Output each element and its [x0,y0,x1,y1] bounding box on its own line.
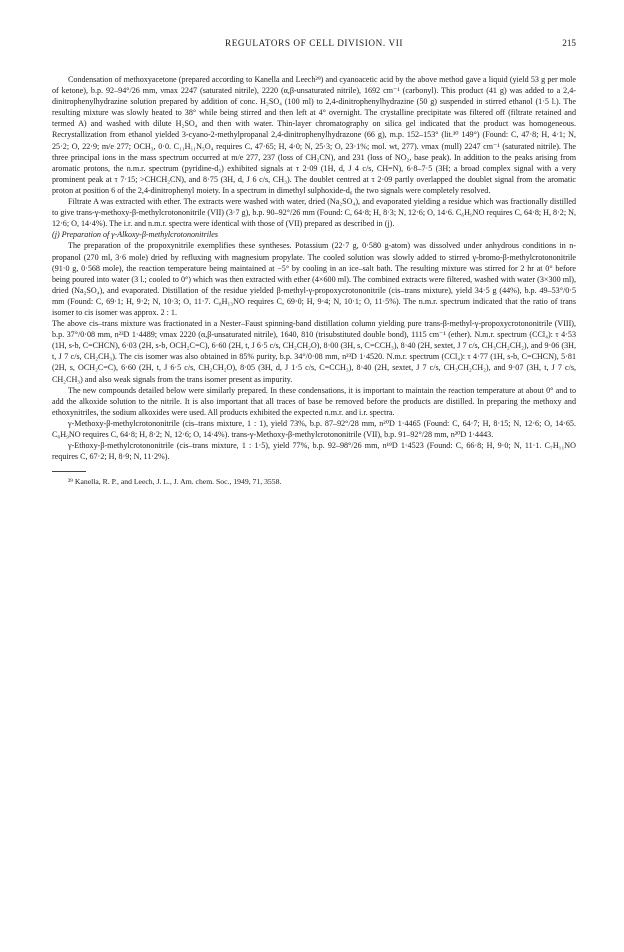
body-text [52,74,576,462]
paragraph: γ-Methoxy-β-methylcrotononitrile (cis–trans mixture, 1 : 1), yield 73%, b.p. 87–92°/28 mm, n²⁰D 1·4465 (Found: C, 64·7; H, 8·15; N, 12·6; O, 14·65. C₆H₉NO requires C, 64·8; H, 8·2; N, 12·6; O, 14·4%). trans-γ-Methoxy-β-methylcrotononitrile (VII), b.p. 91–92°/28 mm, n²⁰D 1·4443. [52,418,576,439]
running-header [52,38,576,52]
section-heading: (j) Preparation of γ-Alkoxy-β-methylcrotononitriles [52,230,218,240]
paragraph: Filtrate A was extracted with ether. The extracts were washed with water, dried (Na₂SO₄), and evaporated yielding a residue which was fractionally distilled to give trans-γ-methoxy-β-methylcrotononitrile (VII) (3·7 g), b.p. 90–92°/26 mm (Found: C, 64·8; H, 8·3; N, 12·6; O, 14·6. C₆H₉NO requires C, 64·8; H, 8·2; N, 12·6; O, 14·4%). The i.r. and n.m.r. spectra were identical with those of (VII) prepared as described in (j). [52,197,576,229]
paragraph: Condensation of methoxyacetone (prepared according to Kanella and Leech²⁹) and cyanoacetic acid by the above method gave a liquid (yield 53 g per mole of ketone), b.p. 92–94°/26 mm, νmax 2247 (saturated nitrile), 2220 (α,β-unsaturated nitrile), 1692 cm⁻¹ (carbonyl). This product (41 g) was added to a 2,4-dinitrophenylhydrazine solution prepared by addition of conc. H₂SO₄ (100 ml) to 2,4-dinitrophenylhydrazine (50 g) suspended in stirred ethanol (1·5 l.). The resulting mixture was slowly heated to 38° while being stirred and then left at 4° overnight. The crystalline precipitate was filtered off (filtrate retained and termed A) and washed with dilute H₂SO₄ and then with water. Thin-layer chromatography on silica gel indicated that the product was homogeneous. Recrystallization from ethanol yielded 3-cyano-2-methylpropanal 2,4-dinitrophenylhydrazone (66 g), m.p. 152–153° (lit.³⁰ 149°) (Found: C, 47·8; H, 4·1; N, 25·2; O, 22·9; m/e 277; OCH₃, 0·0. C₁₁H₁₁N₅O₄ requires C, 47·65; H, 4·0; N, 25·3; O, 23·1%; mol. wt, 277). νmax (mull) 2247 cm⁻¹ (saturated nitrile). The three principal ions in the mass spectrum occurred at m/e 277, 237 (loss of CH₂CN), and 231 (loss of NO₂, base peak). In addition to the peaks arising from aromatic protons, the n.m.r. spectrum (pyridine-d₅) exhibited signals at τ 2·09 (1H, d, J 4 c/s, CH=N), 6·8–7·5 (3H; a broad complex signal with a very prominent peak at τ 7·15; >CHCH₂CN), and 8·75 (3H, d, J 6 c/s, CH₃). The doublet centred at τ 2·09 partly overlapped the doublet signal from the aromatic proton at position 6 of the 2,4-dinitrophenyl moiety. In a spectrum in dimethyl sulphoxide-d₆ the two signals were completely resolved. [52,75,576,195]
footnote-divider [52,471,86,472]
paragraph: γ-Ethoxy-β-methylcrotononitrile (cis–trans mixture, 1 : 1·5), yield 77%, b.p. 92–98°/26 mm, n¹⁹D 1·4523 (Found: C, 66·8; H, 9·0; N, 11·1. C₇H₁₁NO requires C, 67·2; H, 8·9; N, 11·2%). [52,441,576,462]
running-title: REGULATORS OF CELL DIVISION. VII [224,38,404,48]
footnote: ²⁹ Kanella, R. P., and Leech, J. L., J. Am. chem. Soc., 1949, 71, 3558. [68,477,282,487]
paragraph: The preparation of the propoxynitrile exemplifies these syntheses. Potassium (22·7 g, 0·580 g-atom) was dissolved under anhydrous conditions in n-propanol (270 ml, 3·6 mole) dried by refluxing with magnesium propylate. The cooled solution was slowly added to stirred γ-bromo-β-methylcrotononitrile (91·0 g, 0·568 mole), the reaction temperature being maintained at −5° by cooling in an ice–salt bath. The resulting mixture was stirred for 2 hr at 0° before being poured into water (3 l.; cooled to 0°) which was then extracted with ether (4×600 ml). The combined extracts were filtered, washed with water (3×300 ml), dried (Na₂SO₄), and evaporated. Distillation of the residue yielded β-methyl-γ-propoxycrotononitrile (cis–trans mixture), yield 34·5 g (44%), b.p. 49–53°/0·5 mm (Found: C, 69·1; H, 9·2; N, 10·3; O, 11·7. C₈H₁₃NO requires C, 69·0; H, 9·4; N, 10·1; O, 11·5%). The n.m.r. spectrum indicated that the ratio of trans isomer to cis isomer was approx. 2 : 1. [52,241,576,317]
paragraph: The new compounds detailed below were similarly prepared. In these condensations, it is important to maintain the reaction temperature at about 0° and to add the alkoxide solution to the nitrile. It is also important that all traces of base be removed before the products are distilled. In preparing the methoxy and ethoxynitriles, the sodium alkoxides were used. All products exhibited the expected n.m.r. and i.r. spectra. [52,385,576,417]
paragraph: The above cis–trans mixture was fractionated in a Nester–Faust spinning-band distillation column yielding pure trans-β-methyl-γ-propoxycrotononitrile (VIII), b.p. 37°/0·08 mm, n²³D 1·4489; νmax 2220 (α,β-unsaturated nitrile), 1640, 810 (trisubstituted double bond), 1115 cm⁻¹ (ether). N.m.r. spectrum (CCl₄): τ 4·53 (1H, s-b, C=CHCN), 6·03 (2H, s-b, OCH₂C=C), 6·60 (2H, t, J 6·5 c/s, CH₂CH₂O), 8·00 (3H, s, C=CCH₃), 8·40 (2H, sextet, J 7 c/s, CH₃CH₂CH₂), and 9·06 (3H, t, J 7 c/s, CH₂CH₃). The cis isomer was also obtained in 85% purity, b.p. 34°/0·08 mm, n²³D 1·4520. N.m.r. spectrum (CCl₄): τ 4·77 (1H, s-b, C=CHCN), 5·81 (2H, s, OCH₂C=C), 6·60 (2H, t, J 6·5 c/s, CH₂CH₂O), 8·05 (3H, d, J 1·5 c/s, C=CCH₃), 8·40 (2H, sextet, J 7 c/s, CH₃CH₂CH₂), and 9·07 (3H, t, J 7 c/s, CH₂CH₃) and also weak signals from the trans isomer present as impurity. [52,319,576,384]
page-number: 215 [562,38,576,48]
